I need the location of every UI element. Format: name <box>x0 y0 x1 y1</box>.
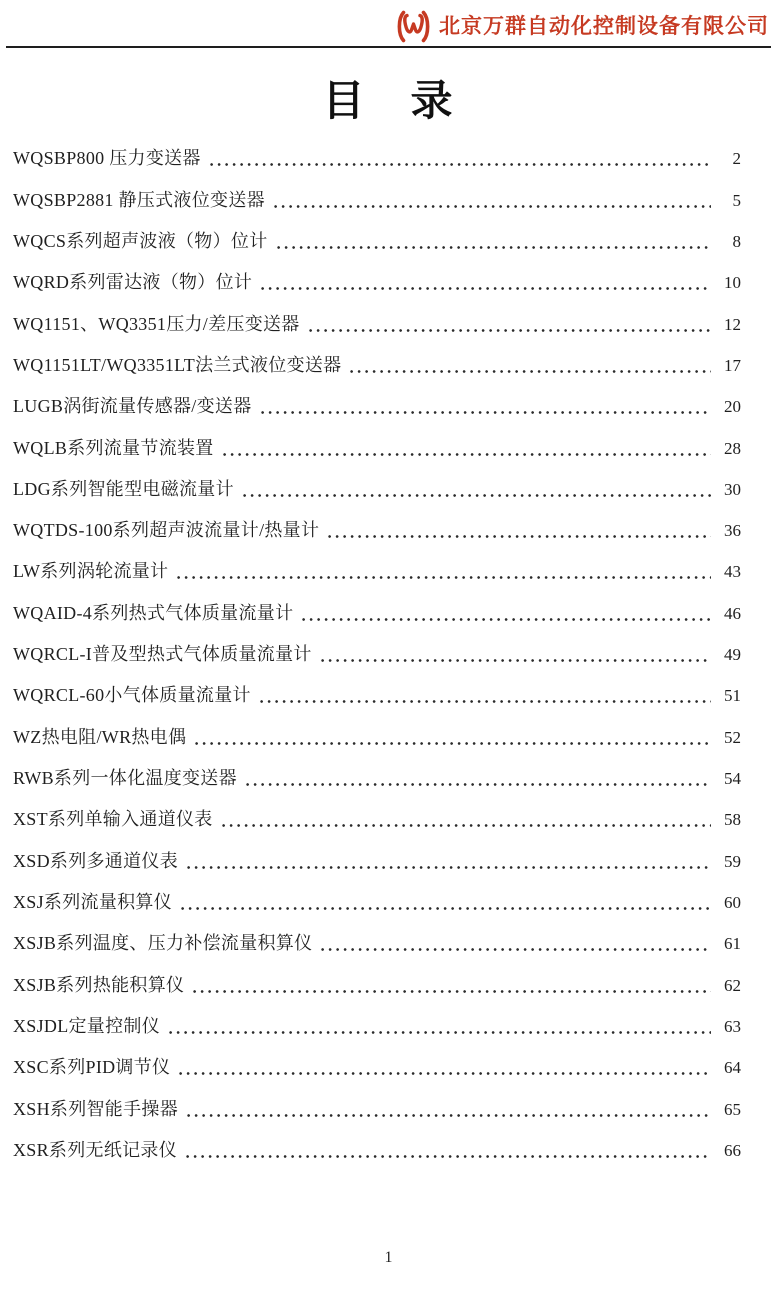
toc-entry-label: XSD系列多通道仪表 <box>13 850 179 871</box>
toc-entry-label: LW系列涡轮流量计 <box>13 561 169 582</box>
toc-entry <box>13 1087 741 1128</box>
toc-entry <box>13 922 741 963</box>
toc-entry <box>13 302 741 343</box>
toc-entry-label: XSC系列PID调节仪 <box>13 1057 171 1078</box>
toc-entry-label: WQTDS-100系列超声波流量计/热量计 <box>13 520 320 541</box>
toc-entry-label: WQAID-4系列热式气体质量流量计 <box>13 602 294 623</box>
toc-entry <box>13 468 741 509</box>
dot-leader <box>243 494 711 497</box>
dot-leader <box>261 287 711 290</box>
dot-leader <box>179 1072 711 1075</box>
toc-entry-label: WQSBP800 压力变送器 <box>13 148 201 169</box>
toc-entry-page-number: 51 <box>724 686 741 706</box>
dot-leader <box>181 907 711 910</box>
dot-leader <box>187 1114 711 1117</box>
page-footer <box>0 1249 777 1267</box>
company-logo-icon <box>395 10 432 43</box>
toc-entry <box>13 839 741 880</box>
toc-entry <box>13 715 741 756</box>
toc-entry-page-number: 54 <box>724 769 741 788</box>
toc-entry <box>13 220 741 261</box>
toc-entry-label: XSJB系列热能积算仪 <box>13 974 185 995</box>
dot-leader <box>186 1155 711 1158</box>
toc-entry <box>13 178 741 219</box>
toc-entry-page-number: 28 <box>724 438 741 458</box>
toc-entry-page-number: 63 <box>724 1016 741 1036</box>
toc-entry-page-number: 43 <box>724 562 741 582</box>
toc-entry-page-number: 30 <box>724 479 741 499</box>
toc-entry-label: LDG系列智能型电磁流量计 <box>13 478 234 499</box>
toc-entry-page-number: 5 <box>732 190 741 210</box>
toc-entry <box>13 674 741 715</box>
toc-entry-page-number: 64 <box>724 1058 741 1078</box>
toc-entry-page-number: 66 <box>724 1140 741 1160</box>
dot-leader <box>260 700 711 703</box>
dot-leader <box>222 824 711 827</box>
toc-entry-page-number: 49 <box>724 645 741 665</box>
toc-entry-page-number: 20 <box>724 397 741 417</box>
dot-leader <box>350 370 711 373</box>
toc-entry-page-number: 12 <box>724 314 741 334</box>
toc-entry-label: XSJ系列流量积算仪 <box>13 891 173 912</box>
toc-entry-label: XSJDL定量控制仪 <box>13 1015 161 1036</box>
dot-leader <box>187 866 711 869</box>
toc-entry-page-number: 17 <box>724 355 741 375</box>
toc-entry-page-number: 59 <box>724 851 741 871</box>
toc-entry <box>13 881 741 922</box>
toc-entry-label: XSH系列智能手操器 <box>13 1098 179 1119</box>
toc-entry <box>13 137 741 178</box>
toc-entry-label: LUGB涡街流量传感器/变送器 <box>13 396 252 417</box>
toc-entry-label: XST系列单输入通道仪表 <box>13 809 213 830</box>
table-of-contents <box>13 137 741 1170</box>
toc-entry-label: WQRCL-60小气体质量流量计 <box>13 685 251 706</box>
toc-entry <box>13 1005 741 1046</box>
page-header <box>6 0 771 48</box>
toc-entry-page-number: 10 <box>724 273 741 293</box>
toc-entry-label: XSR系列无纸记录仪 <box>13 1139 178 1160</box>
toc-entry <box>13 385 741 426</box>
toc-entry <box>13 344 741 385</box>
toc-entry <box>13 963 741 1004</box>
toc-entry <box>13 509 741 550</box>
toc-entry-page-number: 52 <box>724 727 741 747</box>
dot-leader <box>246 783 711 786</box>
toc-entry-page-number: 65 <box>724 1099 741 1119</box>
toc-entry-page-number: 2 <box>732 149 741 169</box>
toc-entry-label: WQCS系列超声波液（物）位计 <box>13 230 268 251</box>
dot-leader <box>321 948 711 951</box>
toc-entry-page-number: 36 <box>724 521 741 541</box>
dot-leader <box>302 618 711 621</box>
toc-entry-page-number: 62 <box>724 975 741 995</box>
dot-leader <box>210 163 711 166</box>
toc-entry <box>13 591 741 632</box>
dot-leader <box>223 453 711 456</box>
dot-leader <box>193 990 711 993</box>
toc-entry-page-number: 8 <box>732 231 741 251</box>
toc-entry <box>13 633 741 674</box>
toc-entry-page-number: 61 <box>724 934 741 954</box>
toc-entry <box>13 426 741 467</box>
toc-entry-label: WQLB系列流量节流装置 <box>13 437 214 458</box>
toc-entry <box>13 757 741 798</box>
page-title: 目 录 <box>322 79 455 125</box>
company-name: 北京万群自动化控制设备有限公司 <box>439 13 769 38</box>
toc-entry <box>13 798 741 839</box>
dot-leader <box>177 576 711 579</box>
toc-entry-label: WQRD系列雷达液（物）位计 <box>13 272 253 293</box>
dot-leader <box>328 535 711 538</box>
dot-leader <box>195 742 711 745</box>
dot-leader <box>277 246 711 249</box>
dot-leader <box>309 329 711 332</box>
toc-entry-label: WQRCL-I普及型热式气体质量流量计 <box>13 644 312 665</box>
toc-entry <box>13 550 741 591</box>
toc-entry-label: WQSBP2881 静压式液位变送器 <box>13 189 265 210</box>
toc-entry-label: RWB系列一体化温度变送器 <box>13 768 237 788</box>
dot-leader <box>321 659 711 662</box>
dot-leader <box>261 411 712 414</box>
toc-entry-label: WZ热电阻/WR热电偶 <box>13 726 187 747</box>
toc-entry-label: XSJB系列温度、压力补偿流量积算仪 <box>13 933 313 954</box>
toc-entry <box>13 1046 741 1087</box>
toc-entry-page-number: 60 <box>724 892 741 912</box>
footer-page-number: 1 <box>384 1249 393 1266</box>
toc-entry-label: WQ1151LT/WQ3351LT法兰式液位变送器 <box>13 354 342 375</box>
dot-leader <box>274 205 711 208</box>
toc-entry <box>13 1129 741 1170</box>
toc-entry-label: WQ1151、WQ3351压力/差压变送器 <box>13 313 300 334</box>
toc-entry-page-number: 46 <box>724 603 741 623</box>
dot-leader <box>169 1031 711 1034</box>
toc-entry <box>13 261 741 302</box>
toc-entry-page-number: 58 <box>724 810 741 830</box>
